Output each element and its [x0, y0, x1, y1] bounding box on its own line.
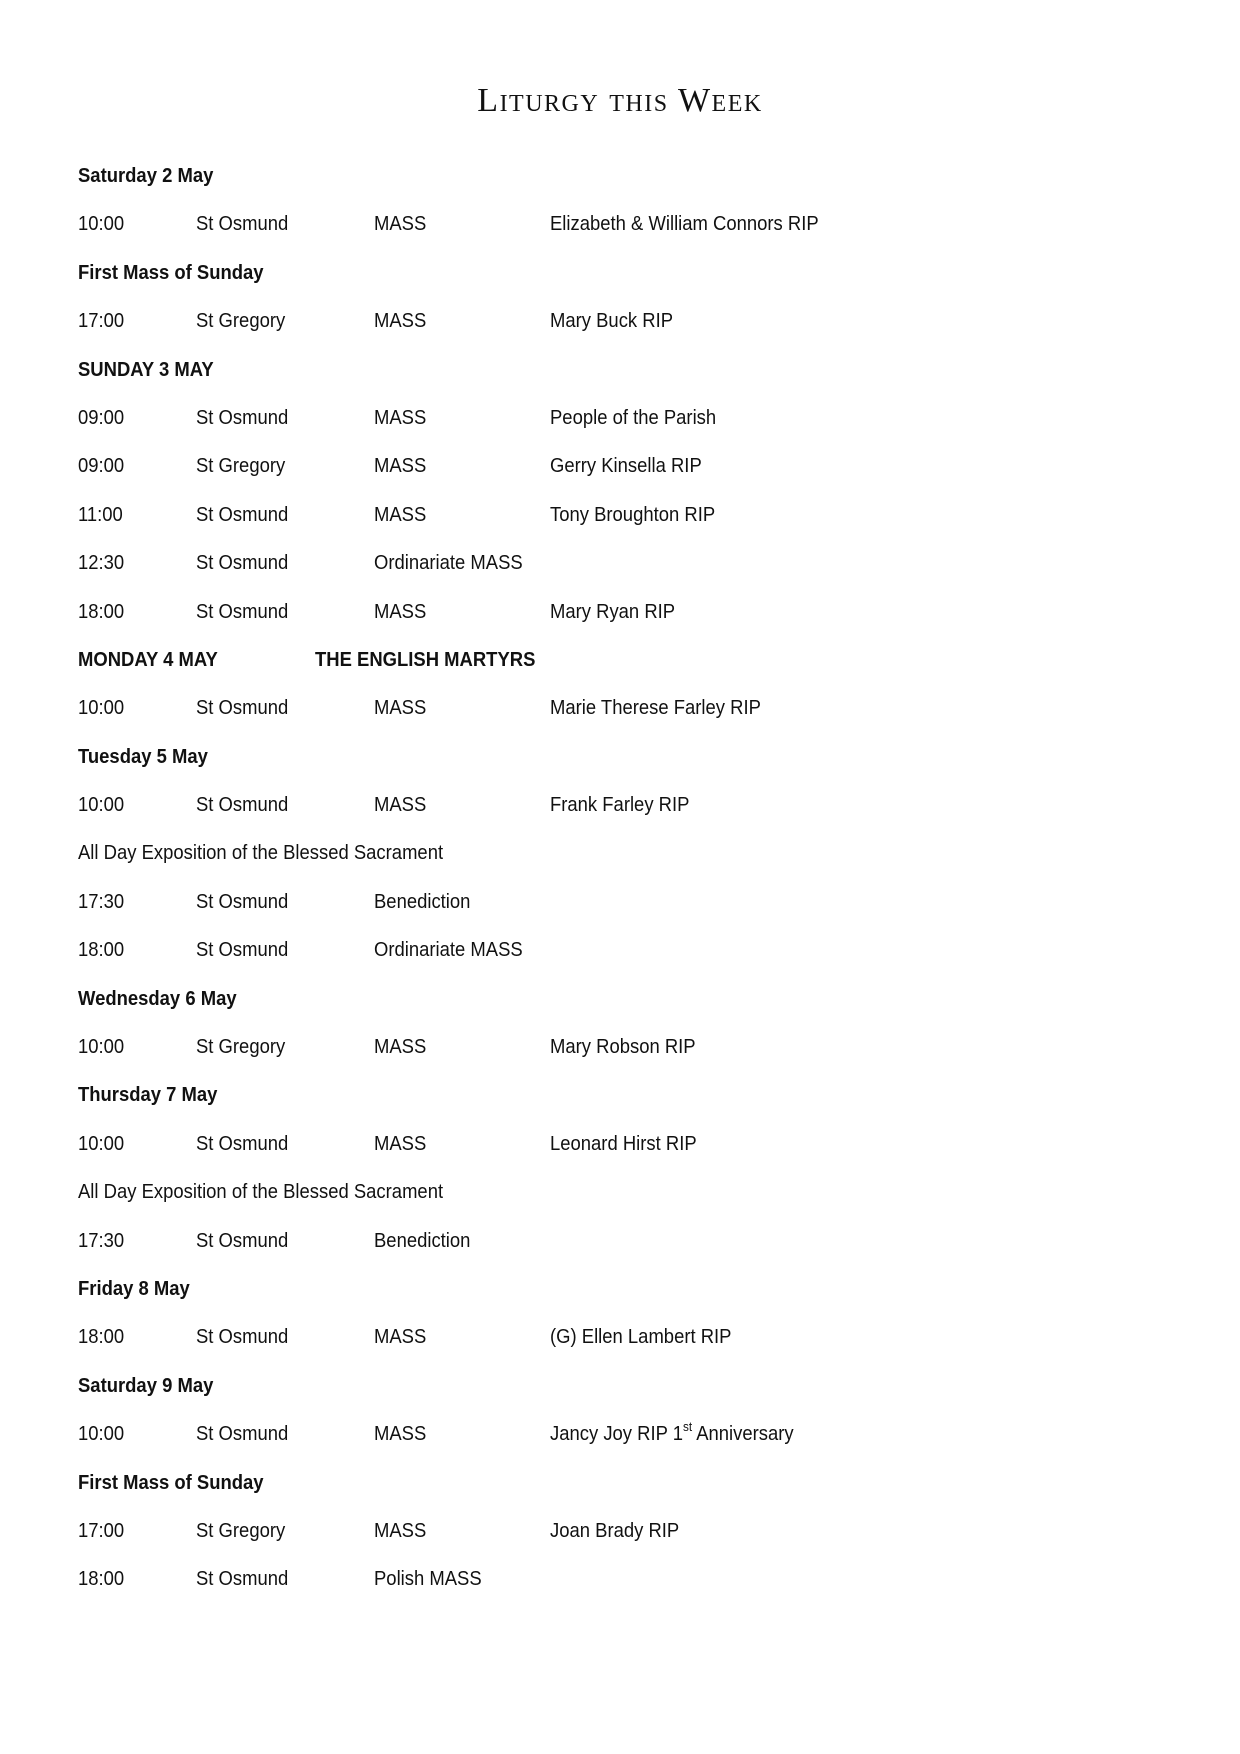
service-intention: [550, 503, 715, 527]
service-type: Benediction: [374, 889, 471, 913]
service-church: St Gregory: [196, 1518, 286, 1542]
note-text: All Day Exposition of the Blessed Sacrament: [78, 841, 444, 865]
service-intention: [550, 1325, 731, 1349]
service-time: 17:00: [78, 309, 125, 333]
service-type: MASS: [374, 309, 427, 333]
service-church: St Osmund: [196, 889, 289, 913]
service-row: [78, 1126, 1178, 1174]
service-type: MASS: [374, 1422, 427, 1446]
feast-label: THE ENGLISH MARTYRS: [315, 647, 536, 671]
day-label: Saturday 2 May: [78, 164, 214, 187]
service-church: St Osmund: [196, 212, 289, 236]
intention-text: Elizabeth & William Connors RIP: [550, 212, 819, 236]
service-intention: [550, 1132, 697, 1156]
schedule-note: [78, 835, 1178, 883]
day-heading: [78, 981, 1178, 1029]
intention-text: People of the Parish: [550, 405, 717, 429]
intention-text: Leonard Hirst RIP: [550, 1131, 697, 1155]
service-intention: [550, 696, 761, 720]
service-row: [78, 932, 1178, 980]
day-label: MONDAY 4 MAY: [78, 647, 218, 671]
service-type: MASS: [374, 405, 427, 429]
service-row: [78, 206, 1178, 254]
service-type: Ordinariate MASS: [374, 551, 523, 575]
intention-text: Gerry Kinsella RIP: [550, 454, 702, 478]
service-type: MASS: [374, 793, 427, 817]
service-row: [78, 690, 1178, 738]
service-time: 10:00: [78, 212, 125, 236]
intention-text: Tony Broughton RIP: [550, 502, 716, 526]
service-time: 09:00: [78, 454, 125, 478]
service-type: MASS: [374, 599, 427, 623]
service-type: Benediction: [374, 1228, 471, 1252]
service-church: St Osmund: [196, 599, 289, 623]
service-row: [78, 884, 1178, 932]
service-type: MASS: [374, 454, 427, 478]
day-heading: [78, 255, 1178, 303]
intention-ordinal-suffix: st: [682, 1419, 693, 1435]
day-heading: [78, 1368, 1178, 1416]
service-church: St Osmund: [196, 1325, 289, 1349]
service-church: St Osmund: [196, 1567, 289, 1591]
intention-text: Mary Ryan RIP: [550, 599, 676, 623]
day-label: SUNDAY 3 MAY: [78, 357, 214, 381]
schedule-note: [78, 1174, 1178, 1222]
service-type: MASS: [374, 1325, 427, 1349]
service-time: 18:00: [78, 599, 125, 623]
service-church: St Osmund: [196, 793, 289, 817]
intention-text: Jancy Joy RIP 1: [550, 1422, 683, 1446]
day-heading: [78, 642, 1178, 690]
note-text: All Day Exposition of the Blessed Sacrament: [78, 1180, 444, 1204]
service-intention: [550, 1035, 696, 1059]
service-row: [78, 1513, 1178, 1561]
service-intention: [550, 309, 673, 333]
day-heading: [78, 1465, 1178, 1513]
day-heading: [78, 1077, 1178, 1125]
day-heading: [78, 1271, 1178, 1319]
day-label: Thursday 7 May: [78, 1083, 218, 1107]
service-type: MASS: [374, 696, 427, 720]
service-intention: [550, 1419, 794, 1446]
service-row: [78, 594, 1178, 642]
service-type: Polish MASS: [374, 1567, 482, 1591]
day-heading: [78, 352, 1178, 400]
service-church: St Osmund: [196, 696, 289, 720]
service-time: 10:00: [78, 696, 125, 720]
intention-text: (G) Ellen Lambert RIP: [550, 1325, 732, 1349]
service-time: 17:30: [78, 1228, 125, 1252]
service-row: [78, 1319, 1178, 1367]
intention-suffix: Anniversary: [692, 1422, 794, 1446]
service-time: 17:30: [78, 889, 125, 913]
service-time: 18:00: [78, 1325, 125, 1349]
service-type: MASS: [374, 502, 427, 526]
service-type: MASS: [374, 1035, 427, 1059]
service-church: St Gregory: [196, 309, 286, 333]
service-intention: [550, 406, 716, 430]
service-time: 18:00: [78, 1567, 125, 1591]
day-label: Tuesday 5 May: [78, 744, 208, 768]
service-type: MASS: [374, 1518, 427, 1542]
service-time: 11:00: [78, 502, 123, 526]
service-type: MASS: [374, 1131, 427, 1155]
service-church: St Osmund: [196, 1228, 289, 1252]
day-label: Saturday 9 May: [78, 1373, 214, 1397]
service-church: St Osmund: [196, 405, 289, 429]
intention-text: Mary Robson RIP: [550, 1035, 696, 1059]
service-church: St Osmund: [196, 938, 289, 962]
service-time: 10:00: [78, 1422, 125, 1446]
service-church: St Gregory: [196, 1035, 286, 1059]
service-row: [78, 545, 1178, 593]
service-time: 09:00: [78, 405, 125, 429]
service-time: 12:30: [78, 551, 125, 575]
day-heading: [78, 158, 1178, 206]
service-intention: [550, 600, 675, 624]
service-row: [78, 787, 1178, 835]
service-type: MASS: [374, 212, 427, 236]
service-time: 10:00: [78, 1131, 125, 1155]
service-row: [78, 1223, 1178, 1271]
service-time: 10:00: [78, 793, 125, 817]
intention-text: Mary Buck RIP: [550, 309, 674, 333]
liturgy-schedule: [78, 158, 1178, 1610]
service-intention: [550, 793, 689, 817]
intention-text: Marie Therese Farley RIP: [550, 696, 761, 720]
day-heading: [78, 739, 1178, 787]
service-row: [78, 1561, 1178, 1609]
day-label: Friday 8 May: [78, 1276, 190, 1300]
day-label: First Mass of Sunday: [78, 1470, 264, 1494]
service-type: Ordinariate MASS: [374, 938, 523, 962]
service-church: St Osmund: [196, 1422, 289, 1446]
intention-text: Joan Brady RIP: [550, 1518, 680, 1542]
service-intention: [550, 454, 702, 478]
service-row: [78, 1029, 1178, 1077]
page-title: Liturgy this Week: [477, 82, 763, 119]
service-time: 17:00: [78, 1518, 125, 1542]
service-church: St Osmund: [196, 551, 289, 575]
service-row: [78, 400, 1178, 448]
service-intention: [550, 1519, 679, 1543]
service-intention: [550, 212, 819, 236]
service-time: 18:00: [78, 938, 125, 962]
day-label: Wednesday 6 May: [78, 986, 237, 1010]
service-row: [78, 1416, 1178, 1464]
service-church: St Osmund: [196, 1131, 289, 1155]
service-time: 10:00: [78, 1035, 125, 1059]
service-church: St Osmund: [196, 502, 289, 526]
day-label: First Mass of Sunday: [78, 260, 264, 284]
service-row: [78, 497, 1178, 545]
service-row: [78, 448, 1178, 496]
service-church: St Gregory: [196, 454, 286, 478]
service-row: [78, 303, 1178, 351]
intention-text: Frank Farley RIP: [550, 793, 690, 817]
